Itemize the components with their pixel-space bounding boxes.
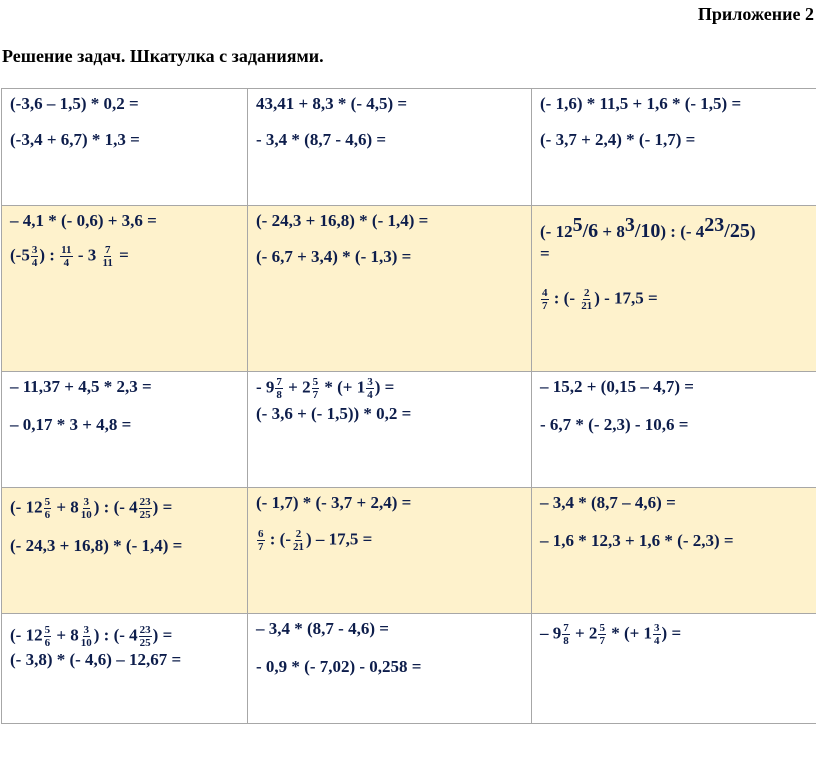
task-line: (- 3,7 + 2,4) * (- 1,7) = xyxy=(540,130,696,149)
expr-text: + 2 xyxy=(283,377,311,397)
task-line: - 3,4 * (8,7 - 4,6) = xyxy=(256,130,387,149)
task-line xyxy=(540,622,816,647)
task-line: (- 24,3 + 16,8) * (- 1,4) = xyxy=(256,211,429,230)
fraction-denominator: 25 xyxy=(139,509,151,521)
expr-text: (- 12 xyxy=(10,625,43,645)
task-line: – 3,4 * (8,7 – 4,6) = xyxy=(540,493,676,512)
fraction xyxy=(101,244,113,269)
fraction-numerator: 5 xyxy=(312,376,319,388)
expr-text: ) = xyxy=(152,497,173,517)
fraction xyxy=(653,622,661,647)
task-cell xyxy=(532,206,816,372)
task-cell xyxy=(248,89,532,206)
expr-text: + 8 xyxy=(598,222,625,241)
fraction-numerator: 3 xyxy=(31,244,38,256)
task-line: (- 6,7 + 3,4) * (- 1,3) = xyxy=(256,247,412,266)
task-cell xyxy=(532,89,816,206)
expr-text: - 9 xyxy=(256,377,275,397)
fraction-numerator: 11 xyxy=(61,244,72,256)
fraction-numerator: 3 xyxy=(654,622,660,634)
expr-text: + 8 xyxy=(52,497,79,517)
fraction xyxy=(80,624,93,649)
table-row xyxy=(2,488,816,614)
task-line xyxy=(10,624,239,649)
fraction xyxy=(80,496,93,521)
fraction-numerator: 3 xyxy=(83,496,90,508)
task-line: 43,41 + 8,3 * (- 4,5) = xyxy=(256,94,408,113)
table-row xyxy=(2,372,816,488)
expr-text: * (+ 1 xyxy=(606,623,653,643)
page-title: Решение задач. Шкатулка с заданиями. xyxy=(2,46,324,66)
fraction-denominator: 10 xyxy=(80,637,92,649)
fraction xyxy=(598,622,606,647)
expr-text: (-5 xyxy=(10,245,30,265)
fraction-denominator: 6 xyxy=(44,637,51,649)
task-line: (- 1,6) * 11,5 + 1,6 * (- 1,5) = xyxy=(540,94,742,113)
task-line xyxy=(256,376,523,401)
fraction-numerator: 2 xyxy=(583,287,590,299)
fraction xyxy=(366,376,374,401)
expr-sup: 23 xyxy=(704,214,725,236)
task-cell xyxy=(532,488,816,614)
task-line: – 0,17 * 3 + 4,8 = xyxy=(10,415,132,434)
fraction-denominator: 8 xyxy=(563,635,569,647)
fraction xyxy=(312,376,320,401)
expr-text: ) : (- 4 xyxy=(93,497,138,517)
expr-text: + 8 xyxy=(52,625,79,645)
fraction-numerator: 5 xyxy=(44,496,51,508)
fraction-numerator: 2 xyxy=(295,528,302,540)
fraction-numerator: 4 xyxy=(542,287,548,299)
expr-text: ) - 17,5 = xyxy=(594,288,658,308)
fraction-denominator: 7 xyxy=(312,389,319,401)
expr-sub: 10 xyxy=(640,220,661,242)
task-line: = xyxy=(540,244,550,263)
task-cell xyxy=(248,488,532,614)
task-cell xyxy=(248,372,532,488)
fraction-numerator: 23 xyxy=(139,624,151,636)
expr-text: * (+ 1 xyxy=(320,377,366,397)
expr-slash: / xyxy=(724,220,730,242)
appendix-label: Приложение 2 xyxy=(697,4,814,24)
fraction xyxy=(275,376,283,401)
task-line: (- 1,7) * (- 3,7 + 2,4) = xyxy=(256,493,412,512)
fraction xyxy=(562,622,570,647)
fraction-numerator: 7 xyxy=(563,622,569,634)
fraction-denominator: 4 xyxy=(654,635,660,647)
task-line: - 6,7 * (- 2,3) - 10,6 = xyxy=(540,415,689,434)
fraction-numerator: 3 xyxy=(367,376,373,388)
task-line: (-3,6 – 1,5) * 0,2 = xyxy=(10,94,139,113)
expr-text: - 3 xyxy=(73,245,97,265)
fraction xyxy=(139,624,152,649)
expr-text: (- 12 xyxy=(10,497,43,517)
tasks-table xyxy=(1,88,816,724)
task-cell xyxy=(248,614,532,724)
fraction xyxy=(60,244,72,269)
expr-sub: 25 xyxy=(729,220,750,242)
expr-text: – 9 xyxy=(540,623,562,643)
fraction-numerator: 6 xyxy=(258,528,264,540)
fraction-numerator: 5 xyxy=(599,622,605,634)
fraction-denominator: 21 xyxy=(581,300,593,312)
task-cell xyxy=(532,372,816,488)
task-cell xyxy=(248,206,532,372)
fraction-denominator: 6 xyxy=(44,509,51,521)
task-line: – 11,37 + 4,5 * 2,3 = xyxy=(10,377,152,396)
task-cell xyxy=(532,614,816,724)
task-line: (- 3,8) * (- 4,6) – 12,67 = xyxy=(10,650,182,669)
expr-slash: / xyxy=(582,220,589,242)
fraction xyxy=(580,287,593,312)
expr-text: ) : (- 4 xyxy=(93,625,138,645)
fraction xyxy=(139,496,152,521)
task-line xyxy=(256,528,523,553)
expr-sup: 3 xyxy=(624,214,635,236)
task-line: – 3,4 * (8,7 - 4,6) = xyxy=(256,619,389,638)
fraction-denominator: 10 xyxy=(80,509,92,521)
expr-text: + 2 xyxy=(570,623,598,643)
table-row xyxy=(2,206,816,372)
fraction-numerator: 23 xyxy=(139,496,151,508)
task-cell xyxy=(2,372,248,488)
fraction-numerator: 3 xyxy=(83,624,90,636)
expr-text: ) = xyxy=(152,625,173,645)
task-cell xyxy=(2,206,248,372)
expr-text: ) : (- 4 xyxy=(660,222,705,241)
task-line xyxy=(540,287,816,312)
fraction-denominator: 4 xyxy=(31,257,38,269)
fraction-denominator: 21 xyxy=(292,541,304,553)
task-line: (- 3,6 + (- 1,5)) * 0,2 = xyxy=(256,404,412,423)
expr-slash: / xyxy=(634,220,641,242)
task-line: (-3,4 + 6,7) * 1,3 = xyxy=(10,130,140,149)
task-line: – 4,1 * (- 0,6) + 3,6 = xyxy=(10,211,157,230)
fraction xyxy=(44,496,52,521)
table-row xyxy=(2,614,816,724)
expr-text: ) = xyxy=(661,623,682,643)
fraction-denominator: 4 xyxy=(367,389,373,401)
fraction-denominator: 7 xyxy=(258,541,264,553)
task-line: (- 24,3 + 16,8) * (- 1,4) = xyxy=(10,536,183,555)
task-line xyxy=(540,214,816,243)
expr-sup: 5 xyxy=(572,214,583,236)
expr-text: = xyxy=(114,245,129,265)
expr-text: (- 12 xyxy=(540,222,573,241)
expr-text: ) – 17,5 = xyxy=(305,529,373,549)
task-cell xyxy=(2,89,248,206)
task-line: – 1,6 * 12,3 + 1,6 * (- 2,3) = xyxy=(540,531,734,550)
fraction xyxy=(257,528,265,553)
fraction xyxy=(44,624,52,649)
fraction-denominator: 25 xyxy=(139,637,151,649)
expr-text: : (- xyxy=(549,288,575,308)
fraction xyxy=(31,244,39,269)
fraction-denominator: 11 xyxy=(102,257,113,269)
fraction-denominator: 7 xyxy=(542,300,548,312)
expr-sub: 6 xyxy=(588,220,599,242)
task-line: – 15,2 + (0,15 – 4,7) = xyxy=(540,377,694,396)
fraction xyxy=(541,287,549,312)
task-cell xyxy=(2,614,248,724)
fraction-denominator: 4 xyxy=(63,257,70,269)
task-line xyxy=(10,496,239,521)
fraction-numerator: 5 xyxy=(44,624,51,636)
task-cell xyxy=(2,488,248,614)
fraction-denominator: 7 xyxy=(599,635,605,647)
expr-text: ) xyxy=(749,222,756,241)
expr-text: ) = xyxy=(374,377,395,397)
fraction-numerator: 7 xyxy=(276,376,282,388)
task-line: - 0,9 * (- 7,02) - 0,258 = xyxy=(256,657,422,676)
fraction-numerator: 7 xyxy=(104,244,111,256)
expr-text: : (- xyxy=(265,529,291,549)
expr-text: ) : xyxy=(39,245,55,265)
table-row xyxy=(2,89,816,206)
fraction-denominator: 8 xyxy=(276,389,282,401)
task-line xyxy=(10,244,239,269)
fraction xyxy=(292,528,305,553)
